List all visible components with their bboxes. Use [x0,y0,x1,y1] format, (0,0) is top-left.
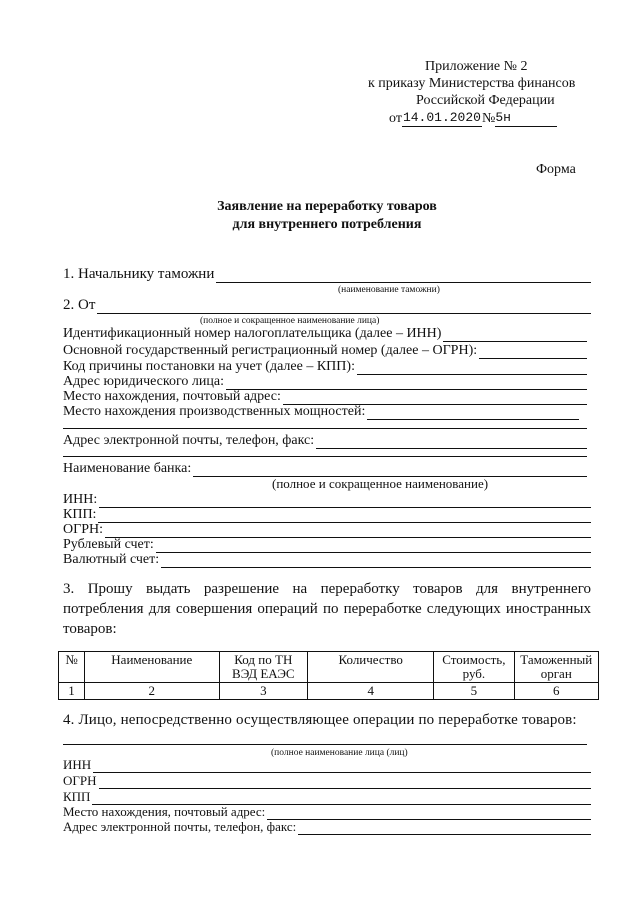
email-label: Адрес электронной почты, телефон, факс: [63,433,315,448]
section1-hint: (наименование таможни) [338,285,440,295]
proc-email-row [63,819,591,835]
production-address-field[interactable] [367,407,579,420]
bank-kpp-label: КПП: [63,507,97,522]
proc-email-field[interactable] [298,822,591,835]
kpp-label: Код причины постановки на учет (далее – КПП): [63,359,355,374]
section3-text: 3. Прошу выдать разрешение на переработку товаров для внутреннего потребления для совершения операций по переработке следующих иностранных товаров: [63,581,591,637]
inn-row [63,326,587,342]
proc-inn-row [63,757,591,773]
proc-ogrn-row [63,773,591,789]
bank-kpp-row [63,507,591,523]
processor-name-field[interactable] [63,744,587,745]
table-cell: 5 [434,683,514,700]
legal-address-row [63,374,587,390]
title-line-1: Заявление на переработку товаров [217,199,437,214]
inn-label: Идентификационный номер налогоплательщика (далее – ИНН) [63,326,442,341]
postal-address-label: Место нахождения, почтовый адрес: [63,389,281,404]
section1-label: 1. Начальнику таможни [63,266,215,282]
number-sign: № [481,111,496,126]
table-number-row [59,683,599,700]
email-row [63,433,587,449]
title-line-2: для внутреннего потребления [232,217,422,232]
col-cost-header: Стоимость, руб. [434,652,514,683]
bank-ogrn-row [63,522,591,538]
customs-name-field[interactable] [216,270,591,283]
bank-inn-row [63,492,591,508]
order-date-line [389,109,600,127]
proc-kpp-row [63,789,591,805]
table-cell: 3 [219,683,308,700]
form-label: Форма [536,162,576,177]
section2-label: 2. От [63,297,96,313]
table-header-row [59,652,599,683]
col-number-header: № [59,652,85,683]
bank-label: Наименование банка: [63,461,192,476]
extra-line[interactable] [63,428,587,429]
proc-inn-label: ИНН [63,757,92,772]
proc-ogrn-label: ОГРН [63,773,97,788]
proc-kpp-label: КПП [63,789,91,804]
ogrn-field[interactable] [479,346,587,359]
currency-account-field[interactable] [161,555,591,568]
proc-email-label: Адрес электронной почты, телефон, факс: [63,819,297,834]
legal-address-label: Адрес юридического лица: [63,374,224,389]
proc-postal-row [63,804,591,820]
production-address-row [63,404,579,420]
bank-hint: (полное и сокращенное наименование) [272,476,489,491]
section2-hint: (полное и сокращенное наименование лица) [200,316,380,326]
ogrn-label: Основной государственный регистрационный номер (далее – ОГРН): [63,343,478,358]
applicant-name-field[interactable] [97,301,591,314]
section2-row [63,297,591,314]
ogrn-row [63,343,587,359]
appendix-label: Приложение № 2 [425,59,528,74]
section1-row [63,266,591,283]
table-cell: 2 [85,683,219,700]
email-field[interactable] [316,436,587,449]
proc-ogrn-field[interactable] [99,776,591,789]
proc-inn-field[interactable] [93,760,591,773]
rub-account-label: Рублевый счет: [63,537,154,552]
bank-row [63,461,587,477]
table-cell: 4 [308,683,434,700]
currency-account-row [63,552,591,568]
table-cell: 6 [514,683,598,700]
order-number: 5н [495,109,557,127]
section4-text: 4. Лицо, непосредственно осуществляющее операции по переработке товаров: [63,712,577,728]
order-date: 14.01.2020 [402,110,481,125]
production-address-label: Место нахождения производственных мощностей: [63,404,366,419]
rub-account-row [63,537,591,553]
postal-address-row [63,389,587,405]
col-customs-header: Таможенный орган [514,652,598,683]
proc-postal-label: Место нахождения, почтовый адрес: [63,804,266,819]
col-code-header: Код по ТН ВЭД ЕАЭС [219,652,308,683]
col-quantity-header: Количество [308,652,434,683]
header-block [360,58,600,127]
kpp-row [63,359,587,375]
section4-hint: (полное наименование лица (лиц) [271,748,408,758]
currency-account-label: Валютный счет: [63,552,160,567]
bank-inn-label: ИНН: [63,492,98,507]
goods-table [58,651,599,700]
col-name-header: Наименование [85,652,219,683]
table-cell: 1 [59,683,85,700]
date-prefix: от [389,111,402,126]
federation-line: Российской Федерации [416,93,555,108]
document-title [0,198,640,234]
email-extra-line[interactable] [63,456,587,457]
bank-ogrn-label: ОГРН: [63,522,103,537]
order-line: к приказу Министерства финансов [368,76,576,91]
inn-field[interactable] [443,329,587,342]
